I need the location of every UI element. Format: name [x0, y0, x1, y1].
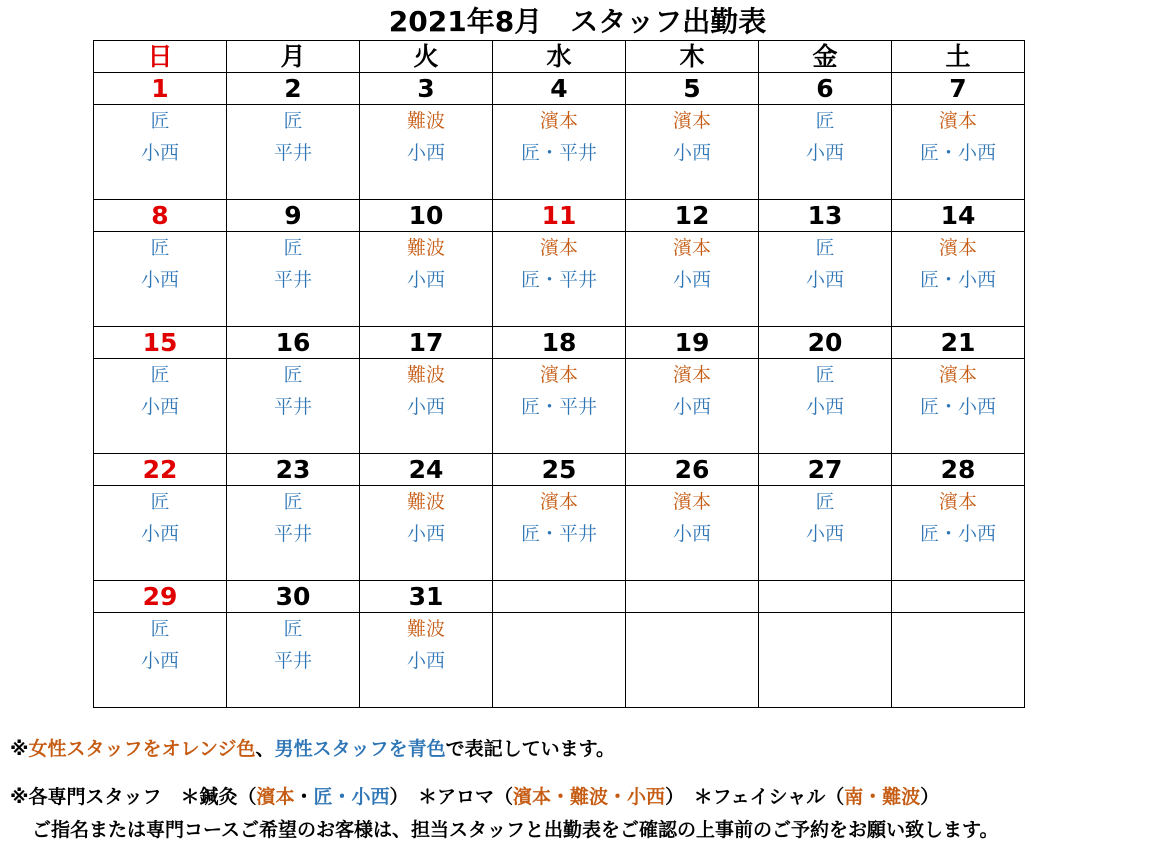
staff-cell: [626, 105, 759, 200]
staff-cell: [892, 232, 1025, 327]
date-cell: 31: [360, 581, 493, 613]
staff-cell: [360, 105, 493, 200]
male-legend: 男性スタッフを青色: [274, 738, 446, 760]
staff-cell: [360, 486, 493, 581]
staff-name: 難波: [406, 237, 445, 259]
weekday-thu: 木: [626, 41, 759, 73]
staff-name: 匠・小西: [919, 142, 996, 164]
staff-cell: [94, 105, 227, 200]
staff-name: 濱本: [938, 491, 977, 513]
female-legend: 女性スタッフをオレンジ色: [28, 738, 256, 760]
staff-name: 匠: [283, 110, 303, 132]
spec-acupuncture-male: 匠・小西: [313, 786, 390, 808]
staff-cell: [94, 486, 227, 581]
staff-cell: [626, 613, 759, 708]
weekday-mon: 月: [227, 41, 360, 73]
staff-cell: [360, 359, 493, 454]
staff-cell: [892, 486, 1025, 581]
staff-name: 匠・平井: [520, 396, 597, 418]
staff-name: 濱本: [539, 110, 578, 132]
staff-cell: [626, 359, 759, 454]
staff-name: 小西: [406, 650, 445, 672]
date-cell: 14: [892, 200, 1025, 232]
date-cell: 12: [626, 200, 759, 232]
staff-cell: [94, 232, 227, 327]
staff-cell: [759, 105, 892, 200]
date-cell: 4: [493, 73, 626, 105]
staff-name: 小西: [805, 523, 844, 545]
date-cell: 5: [626, 73, 759, 105]
spec-acupuncture-label: ※各専門スタッフ ＊鍼灸（: [10, 786, 257, 808]
staff-cell: [892, 359, 1025, 454]
staff-name: 濱本: [539, 237, 578, 259]
staff-cell: [227, 232, 360, 327]
staff-name: 匠: [815, 110, 835, 132]
staff-cell: [227, 359, 360, 454]
date-cell: 22: [94, 454, 227, 486]
staff-name: 難波: [406, 618, 445, 640]
staff-name: 難波: [406, 364, 445, 386]
date-cell: 21: [892, 327, 1025, 359]
date-cell: 27: [759, 454, 892, 486]
weekday-tue: 火: [360, 41, 493, 73]
staff-row: [94, 486, 1025, 581]
staff-name: 匠: [150, 237, 170, 259]
staff-name: 匠: [150, 618, 170, 640]
staff-name: 難波: [406, 491, 445, 513]
date-cell: 15: [94, 327, 227, 359]
staff-name: 小西: [672, 523, 711, 545]
specialist-note: [10, 785, 939, 809]
staff-name: 濱本: [539, 491, 578, 513]
date-cell: 7: [892, 73, 1025, 105]
staff-name: 濱本: [672, 237, 711, 259]
date-cell: 8: [94, 200, 227, 232]
page-title: 2021年8月 スタッフ出勤表: [388, 5, 767, 38]
staff-name: 匠: [283, 618, 303, 640]
staff-cell: [626, 232, 759, 327]
date-row: [94, 73, 1025, 105]
staff-name: 匠: [283, 237, 303, 259]
staff-name: 小西: [805, 142, 844, 164]
weekday-sat: 土: [892, 41, 1025, 73]
staff-name: 小西: [406, 269, 445, 291]
staff-cell: [227, 486, 360, 581]
staff-name: 匠: [815, 491, 835, 513]
spec-sep: ・: [294, 786, 314, 808]
date-cell: 25: [493, 454, 626, 486]
date-cell: 24: [360, 454, 493, 486]
date-cell: 3: [360, 73, 493, 105]
staff-name: 匠・平井: [520, 142, 597, 164]
date-cell: 2: [227, 73, 360, 105]
date-cell: 18: [493, 327, 626, 359]
date-cell: 20: [759, 327, 892, 359]
staff-cell: [892, 613, 1025, 708]
staff-name: 匠: [150, 110, 170, 132]
staff-cell: [493, 486, 626, 581]
staff-cell: [493, 105, 626, 200]
staff-name: 匠: [815, 364, 835, 386]
spec-aroma-staff: 濱本・難波・小西: [513, 786, 666, 808]
note-sep: 、: [255, 738, 275, 760]
staff-name: 濱本: [672, 491, 711, 513]
date-cell: 11: [493, 200, 626, 232]
staff-cell: [94, 613, 227, 708]
spec-aroma-label: ） ＊アロマ（: [389, 786, 514, 808]
spec-acupuncture-female: 濱本: [256, 786, 295, 808]
staff-cell: [94, 359, 227, 454]
date-row: [94, 200, 1025, 232]
staff-cell: [759, 486, 892, 581]
spec-close: ）: [920, 786, 940, 808]
date-cell: 9: [227, 200, 360, 232]
staff-cell: [759, 613, 892, 708]
date-cell: [493, 581, 626, 613]
spec-facial-staff: 南・難波: [844, 786, 921, 808]
staff-cell: [493, 613, 626, 708]
staff-name: 平井: [273, 650, 312, 672]
staff-cell: [493, 359, 626, 454]
staff-name: 濱本: [539, 364, 578, 386]
staff-name: 平井: [273, 396, 312, 418]
date-row: [94, 581, 1025, 613]
note-suffix: で表記しています。: [445, 738, 616, 760]
staff-name: 匠・平井: [520, 523, 597, 545]
staff-cell: [759, 232, 892, 327]
date-cell: 23: [227, 454, 360, 486]
staff-name: 小西: [140, 396, 179, 418]
staff-name: 匠: [815, 237, 835, 259]
staff-name: 小西: [140, 142, 179, 164]
date-cell: 16: [227, 327, 360, 359]
staff-cell: [360, 613, 493, 708]
staff-name: 小西: [672, 142, 711, 164]
weekday-sun: 日: [94, 41, 227, 73]
date-cell: [626, 581, 759, 613]
staff-cell: [626, 486, 759, 581]
staff-calendar: [93, 40, 1025, 708]
staff-name: 匠: [283, 491, 303, 513]
staff-cell: [892, 105, 1025, 200]
staff-row: [94, 232, 1025, 327]
note-mark: ※: [10, 738, 29, 760]
staff-name: 匠・小西: [919, 396, 996, 418]
date-cell: [892, 581, 1025, 613]
reservation-note: ご指名または専門コースご希望のお客様は、担当スタッフと出勤表をご確認の上事前のご予約をお願い致します。: [32, 819, 999, 841]
staff-name: 小西: [672, 269, 711, 291]
staff-name: 平井: [273, 523, 312, 545]
date-cell: 28: [892, 454, 1025, 486]
date-cell: 30: [227, 581, 360, 613]
staff-row: [94, 105, 1025, 200]
staff-name: 小西: [805, 269, 844, 291]
staff-name: 匠: [150, 364, 170, 386]
staff-cell: [493, 232, 626, 327]
staff-name: 小西: [805, 396, 844, 418]
staff-name: 難波: [406, 110, 445, 132]
staff-cell: [227, 105, 360, 200]
staff-name: 濱本: [938, 364, 977, 386]
staff-name: 平井: [273, 269, 312, 291]
staff-cell: [360, 232, 493, 327]
date-cell: 17: [360, 327, 493, 359]
color-legend-note: [10, 737, 615, 761]
weekday-wed: 水: [493, 41, 626, 73]
date-row: [94, 327, 1025, 359]
weekday-header-row: [94, 41, 1025, 73]
staff-name: 平井: [273, 142, 312, 164]
date-cell: 13: [759, 200, 892, 232]
staff-name: 濱本: [938, 110, 977, 132]
staff-name: 小西: [140, 650, 179, 672]
staff-cell: [759, 359, 892, 454]
date-cell: 26: [626, 454, 759, 486]
staff-name: 小西: [406, 523, 445, 545]
staff-name: 匠: [150, 491, 170, 513]
spec-facial-label: ） ＊フェイシャル（: [665, 786, 845, 808]
staff-name: 濱本: [938, 237, 977, 259]
staff-name: 濱本: [672, 364, 711, 386]
weekday-fri: 金: [759, 41, 892, 73]
staff-name: 小西: [406, 396, 445, 418]
date-row: [94, 454, 1025, 486]
staff-name: 濱本: [672, 110, 711, 132]
staff-name: 匠・平井: [520, 269, 597, 291]
staff-row: [94, 359, 1025, 454]
date-cell: 29: [94, 581, 227, 613]
staff-name: 匠・小西: [919, 523, 996, 545]
staff-cell: [227, 613, 360, 708]
staff-name: 小西: [140, 269, 179, 291]
date-cell: 6: [759, 73, 892, 105]
staff-name: 小西: [406, 142, 445, 164]
staff-name: 小西: [140, 523, 179, 545]
staff-row: [94, 613, 1025, 708]
staff-name: 匠・小西: [919, 269, 996, 291]
date-cell: 19: [626, 327, 759, 359]
staff-name: 小西: [672, 396, 711, 418]
date-cell: 10: [360, 200, 493, 232]
staff-name: 匠: [283, 364, 303, 386]
date-cell: 1: [94, 73, 227, 105]
date-cell: [759, 581, 892, 613]
